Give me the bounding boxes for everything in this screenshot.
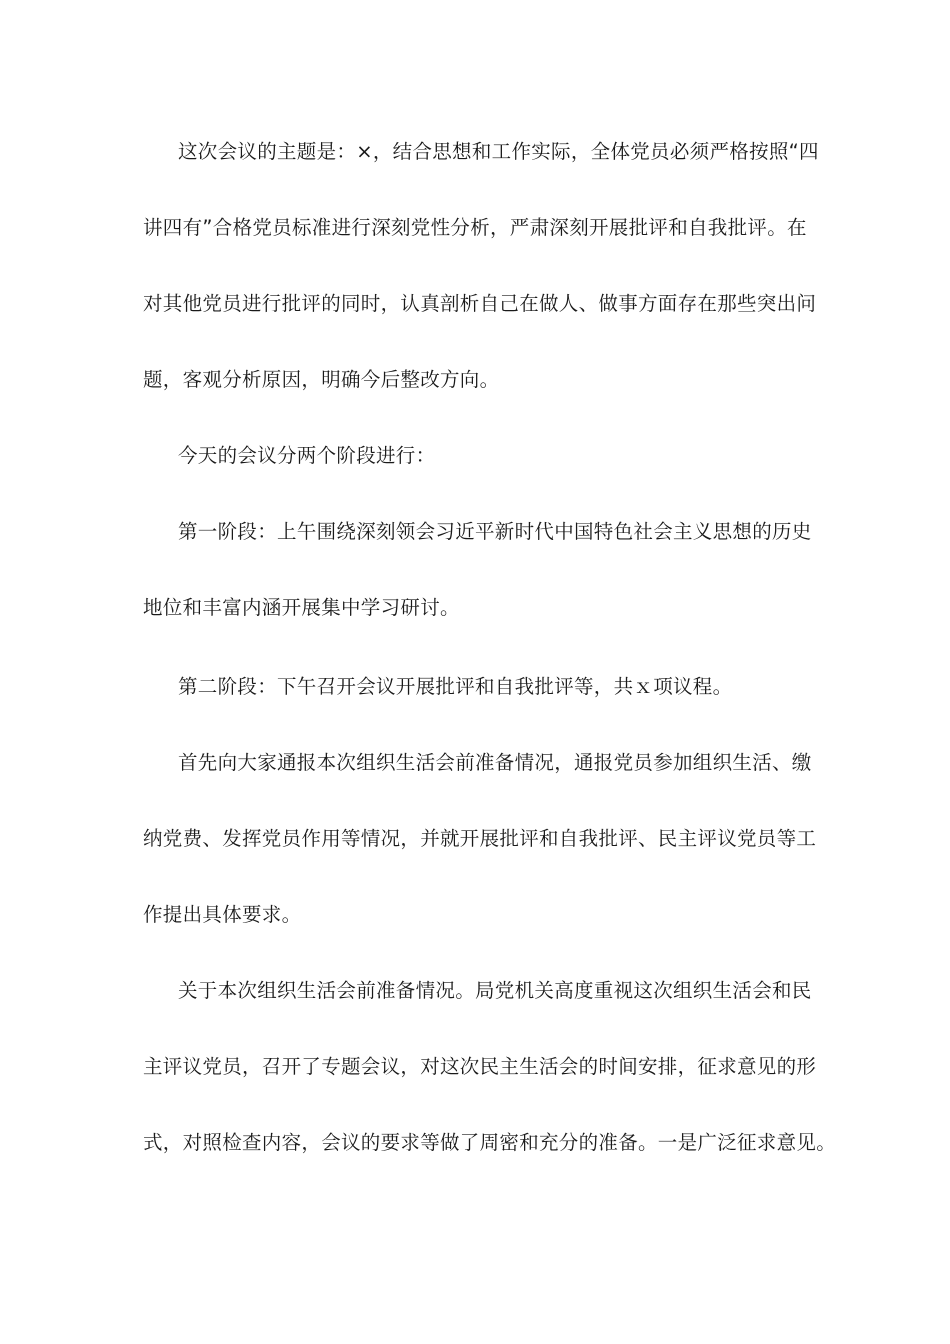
paragraph-5-line-1: 首先向大家通报本次组织生活会前准备情况，通报党员参加组织生活、缴	[178, 751, 812, 774]
paragraph-6-line-3: 式，对照检查内容，会议的要求等做了周密和充分的准备。一是广泛征求意见。	[143, 1131, 837, 1154]
paragraph-5-line-2: 纳党费、发挥党员作用等情况，并就开展批评和自我批评、民主评议党员等工	[143, 827, 817, 850]
paragraph-4-line-1: 第二阶段：下午召开会议开展批评和自我批评等，共ｘ项议程。	[178, 675, 733, 698]
paragraph-1-line-1: 这次会议的主题是：×，结合思想和工作实际，全体党员必须严格按照“四	[178, 140, 819, 163]
paragraph-6-line-2: 主评议党员，召开了专题会议，对这次民主生活会的时间安排，征求意见的形	[143, 1055, 817, 1078]
paragraph-6-line-1: 关于本次组织生活会前准备情况。局党机关高度重视这次组织生活会和民	[178, 979, 812, 1002]
paragraph-1-line-3: 对其他党员进行批评的同时，认真剖析自己在做人、做事方面存在那些突出问	[143, 292, 817, 315]
paragraph-3-line-2: 地位和丰富内涵开展集中学习研讨。	[143, 596, 460, 619]
paragraph-2-line-1: 今天的会议分两个阶段进行：	[178, 444, 436, 467]
paragraph-5-line-3: 作提出具体要求。	[143, 903, 302, 926]
paragraph-1-line-4: 题，客观分析原因，明确今后整改方向。	[143, 368, 500, 391]
paragraph-3-line-1: 第一阶段：上午围绕深刻领会习近平新时代中国特色社会主义思想的历史	[178, 520, 812, 543]
paragraph-1-line-2: 讲四有”合格党员标准进行深刻党性分析，严肃深刻开展批评和自我批评。在	[143, 216, 807, 239]
